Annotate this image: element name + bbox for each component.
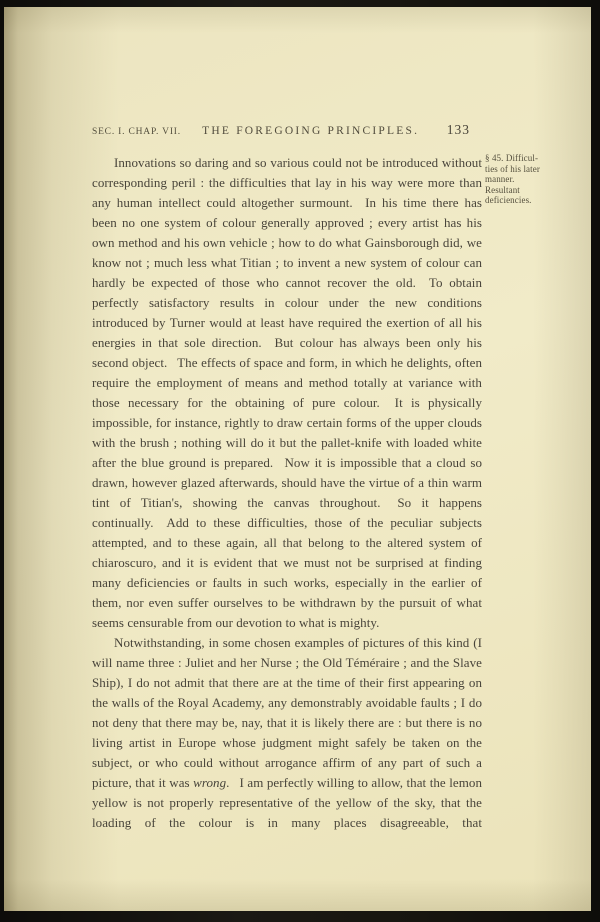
book-page bbox=[4, 7, 591, 911]
margin-note bbox=[485, 153, 565, 206]
margin-note-line: ties of his later bbox=[485, 163, 540, 174]
body-text bbox=[92, 153, 482, 833]
margin-note-line: manner. bbox=[485, 174, 515, 184]
header-running-title: THE FOREGOING PRINCIPLES. bbox=[202, 125, 420, 137]
header-page-number: 133 bbox=[446, 122, 470, 137]
margin-note-line: § 45. Difficul- bbox=[485, 153, 539, 163]
page-header bbox=[92, 122, 484, 138]
text-segment: Notwithstanding, in some chosen examples of pictures of this kind (I will name three : Juliet and her Nurse ; the Old Téméraire ; and the Slave Ship), I do not admit that there are at the time of their first appearing on the walls of the Royal Academy, any demonstrably avoidable faults ; I do not deny that there may be, nay, that it is likely there are : but there is no living artist in Europe whose judgment might safely be taken on the subject, or who could without arrogance affirm of any part of such a picture, that it was bbox=[92, 635, 482, 790]
text-segment: . I am perfectly willing to allow, that the lemon yellow is not properly representative of the yellow of the sky, that the loading of the colour is in many places disagreeable, that bbox=[92, 775, 483, 830]
text-segment: Innovations so daring and so various could not be introduced without corresponding peril : the difficulties that lay in his way were more than any human intellect could altogether surmount. In his time there has been no one system of colour generally approved ; every artist has his own method and his own vehicle ; how to do what Gainsborough did, we know not ; much less what Titian ; to invent a new system of colour can hardly be expected of those who cannot recover the old. To obtain perfectly satisfactory results in colour under the new conditions introduced by Turner would at least have required the exertion of all his energies in that sole direction. But colour has always been only his second object. The effects of space and form, in which he delights, often require the employment of means and method totally at variance with those necessary for the obtaining of pure colour. It is physically impossible, for instance, rightly to draw certain forms of the upper clouds with the brush ; nothing will do it but the pallet-knife with loaded white after the blue ground is prepared. Now it is impossible that a cloud so drawn, however glazed afterwards, should have the virtue of a thin warm tint of Titian's, showing the canvas throughout. So it happens continually. Add to these difficulties, those of the peculiar subjects attempted, and to these again, all that belong to the altered system of chiaroscuro, and it is evident that we must not be surprised at finding many deficiencies or faults in such works, especially in the earlier of them, nor even suffer ourselves to be withdrawn by the pursuit of what seems censurable from our devotion to what is mighty. bbox=[92, 155, 482, 630]
italic-text: wrong bbox=[193, 775, 227, 790]
margin-note-line: Resultant bbox=[485, 184, 520, 195]
paragraph bbox=[92, 633, 482, 833]
margin-note-line: deficiencies. bbox=[485, 195, 532, 205]
paragraph bbox=[92, 153, 482, 633]
header-section-label: SEC. I. CHAP. VII. bbox=[92, 127, 181, 137]
